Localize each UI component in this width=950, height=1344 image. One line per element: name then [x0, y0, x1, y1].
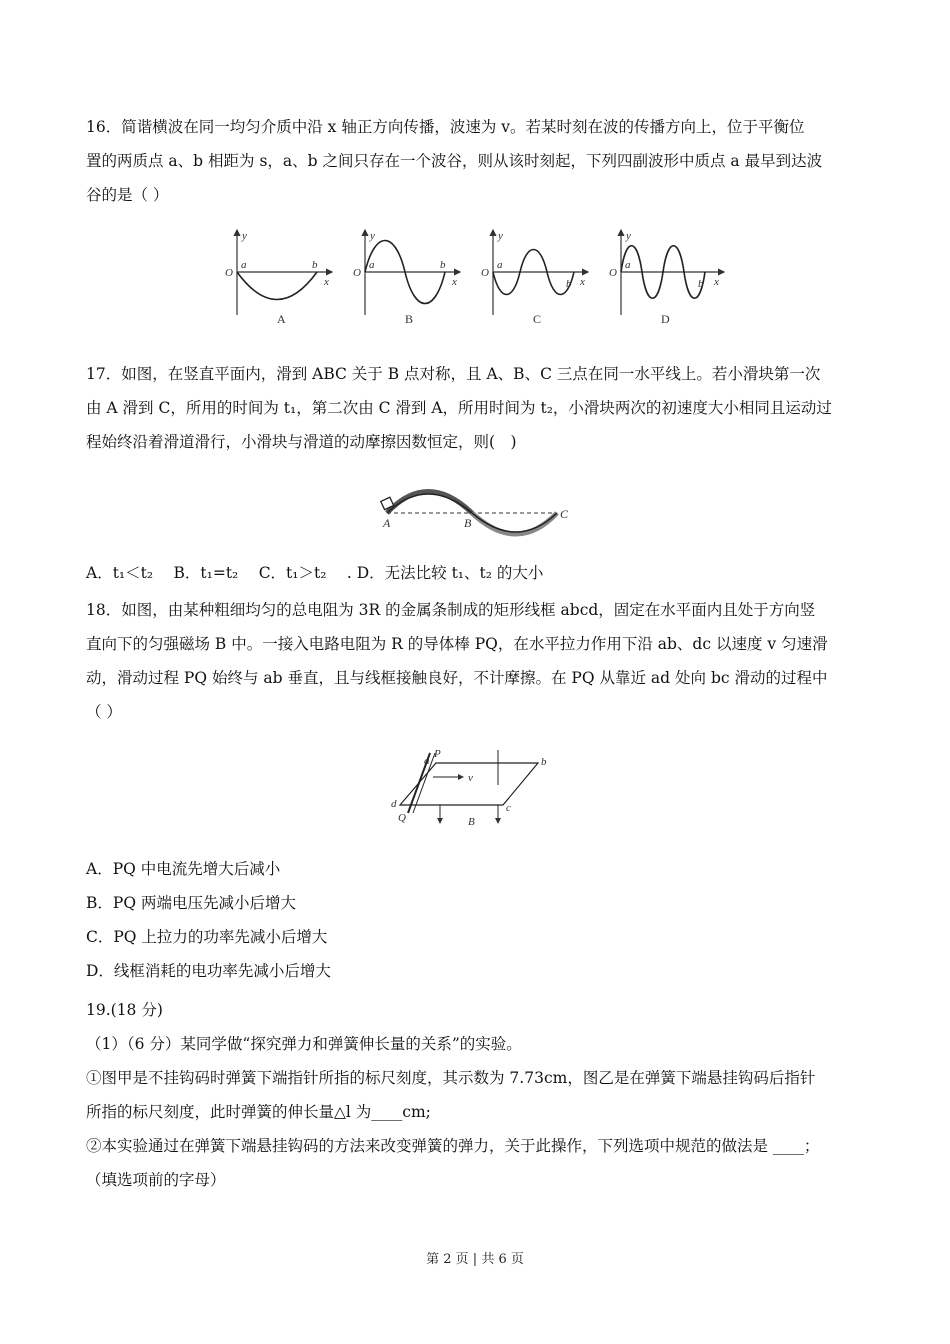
q16-wave-figure — [222, 225, 732, 330]
q18-line: （ ） — [86, 703, 122, 721]
origin-label: O — [225, 267, 233, 279]
q19-line: （填选项前的字母） — [86, 1171, 226, 1189]
wave-panel-a — [225, 230, 332, 326]
q18-line: 18．如图，由某种粗细均匀的总电阻为 3R 的金属条制成的矩形线框 abcd，固定在水平面内且处于方向竖 — [86, 601, 816, 619]
axis-x-label: x — [324, 276, 329, 288]
q16-line: 置的两质点 a、b 相距为 s，a、b 之间只存在一个波谷，则从该时刻起，下列四副波形中质点 a 最早到达波 — [86, 152, 823, 170]
q19-line: ②本实验通过在弹簧下端悬挂钩码的方法来改变弹簧的弹力，关于此操作，下列选项中规范的做法是 ____； — [86, 1137, 820, 1155]
point-a-label: a — [369, 259, 375, 271]
q19-line: ①图甲是不挂钩码时弹簧下端指针所指的标尺刻度，其示数为 7.73cm，图乙是在弹簧下端悬挂钩码后指针 — [86, 1069, 816, 1087]
label-b: b — [541, 756, 547, 768]
q17-line: 17．如图，在竖直平面内，滑到 ABC 关于 B 点对称，且 A、B、C 三点在同一水平线上。若小滑块第一次 — [86, 365, 821, 383]
point-a-label: a — [497, 259, 503, 271]
point-b-label: b — [566, 278, 572, 290]
axis-y-label: y — [498, 230, 503, 242]
axis-y-label: y — [626, 230, 631, 242]
panel-label: D — [661, 312, 670, 326]
q16-text — [86, 110, 876, 212]
q17-line: 由 A 滑到 C，所用的时间为 t₁，第二次由 C 滑到 A，所用时间为 t₂，小滑块两次的初速度大小相同且运动过 — [86, 399, 832, 417]
q18-text — [86, 593, 876, 729]
label-c: C — [560, 507, 569, 521]
q19-line: （1）（6 分）某同学做“探究弹力和弹簧伸长量的关系”的实验。 — [86, 1035, 522, 1053]
label-d: d — [391, 798, 397, 810]
axis-x-label: x — [452, 276, 457, 288]
label-c: c — [506, 802, 511, 814]
point-b-label: b — [440, 259, 446, 271]
label-b: B — [464, 516, 472, 530]
q19-text — [86, 993, 876, 1197]
page-footer: 第 2 页 | 共 6 页 — [426, 1252, 524, 1267]
label-p: P — [434, 748, 441, 760]
q17-text — [86, 357, 876, 459]
q18-option-b: B．PQ 两端电压先减小后增大 — [86, 894, 296, 912]
origin-label: O — [481, 267, 489, 279]
wave-panel-d — [609, 230, 724, 326]
point-b-label: b — [312, 259, 318, 271]
wave-panel-b — [353, 230, 460, 326]
q18-option-a: A．PQ 中电流先增大后减小 — [86, 860, 281, 878]
panel-label: C — [533, 312, 542, 326]
panel-label: B — [405, 312, 414, 326]
point-a-label: a — [625, 259, 631, 271]
q18-option-d: D．线框消耗的电功率先减小后增大 — [86, 962, 331, 980]
axis-x-label: x — [580, 276, 585, 288]
axis-y-label: y — [242, 230, 247, 242]
origin-label: O — [353, 267, 361, 279]
axis-x-label: x — [714, 276, 719, 288]
q18-option-c: C．PQ 上拉力的功率先减小后增大 — [86, 928, 328, 946]
label-a: a — [424, 755, 430, 767]
point-b-label: b — [698, 278, 704, 290]
q18-line: 直向下的匀强磁场 B 中。一接入电路电阻为 R 的导体棒 PQ，在水平拉力作用下沿 ab、dc 以速度 v 匀速滑 — [86, 635, 828, 653]
q19-line: 19.(18 分) — [86, 1001, 163, 1019]
q17-line: 程始终沿着滑道滑行，小滑块与滑道的动摩擦因数恒定，则( ) — [86, 433, 517, 451]
point-a-label: a — [241, 259, 247, 271]
q18-frame-figure — [388, 745, 563, 835]
label-field-b: B — [468, 816, 475, 828]
q19-line: 所指的标尺刻度，此时弹簧的伸长量△l 为____cm; — [86, 1103, 431, 1121]
q17-options-line: A．t₁＜t₂ B．t₁=t₂ C．t₁＞t₂ . D．无法比较 t₁、t₂ 的大小 — [86, 564, 544, 582]
axis-y-label: y — [370, 230, 375, 242]
q18-line: 动，滑动过程 PQ 始终与 ab 垂直，且与线框接触良好，不计摩擦。在 PQ 从靠近 ad 处向 bc 滑动的过程中 — [86, 669, 828, 687]
panel-label: A — [277, 312, 286, 326]
q16-line: 谷的是（ ） — [86, 186, 169, 204]
label-q: Q — [398, 812, 406, 824]
label-v: v — [468, 772, 473, 784]
wave-panel-c — [481, 230, 588, 326]
q18-options — [86, 852, 876, 988]
q17-options — [86, 556, 876, 590]
q17-slide-figure — [372, 475, 582, 540]
q16-line: 16．简谐横波在同一均匀介质中沿 x 轴正方向传播，波速为 v。若某时刻在波的传播方向上，位于平衡位 — [86, 118, 805, 136]
label-a: A — [383, 516, 391, 530]
origin-label: O — [609, 267, 617, 279]
